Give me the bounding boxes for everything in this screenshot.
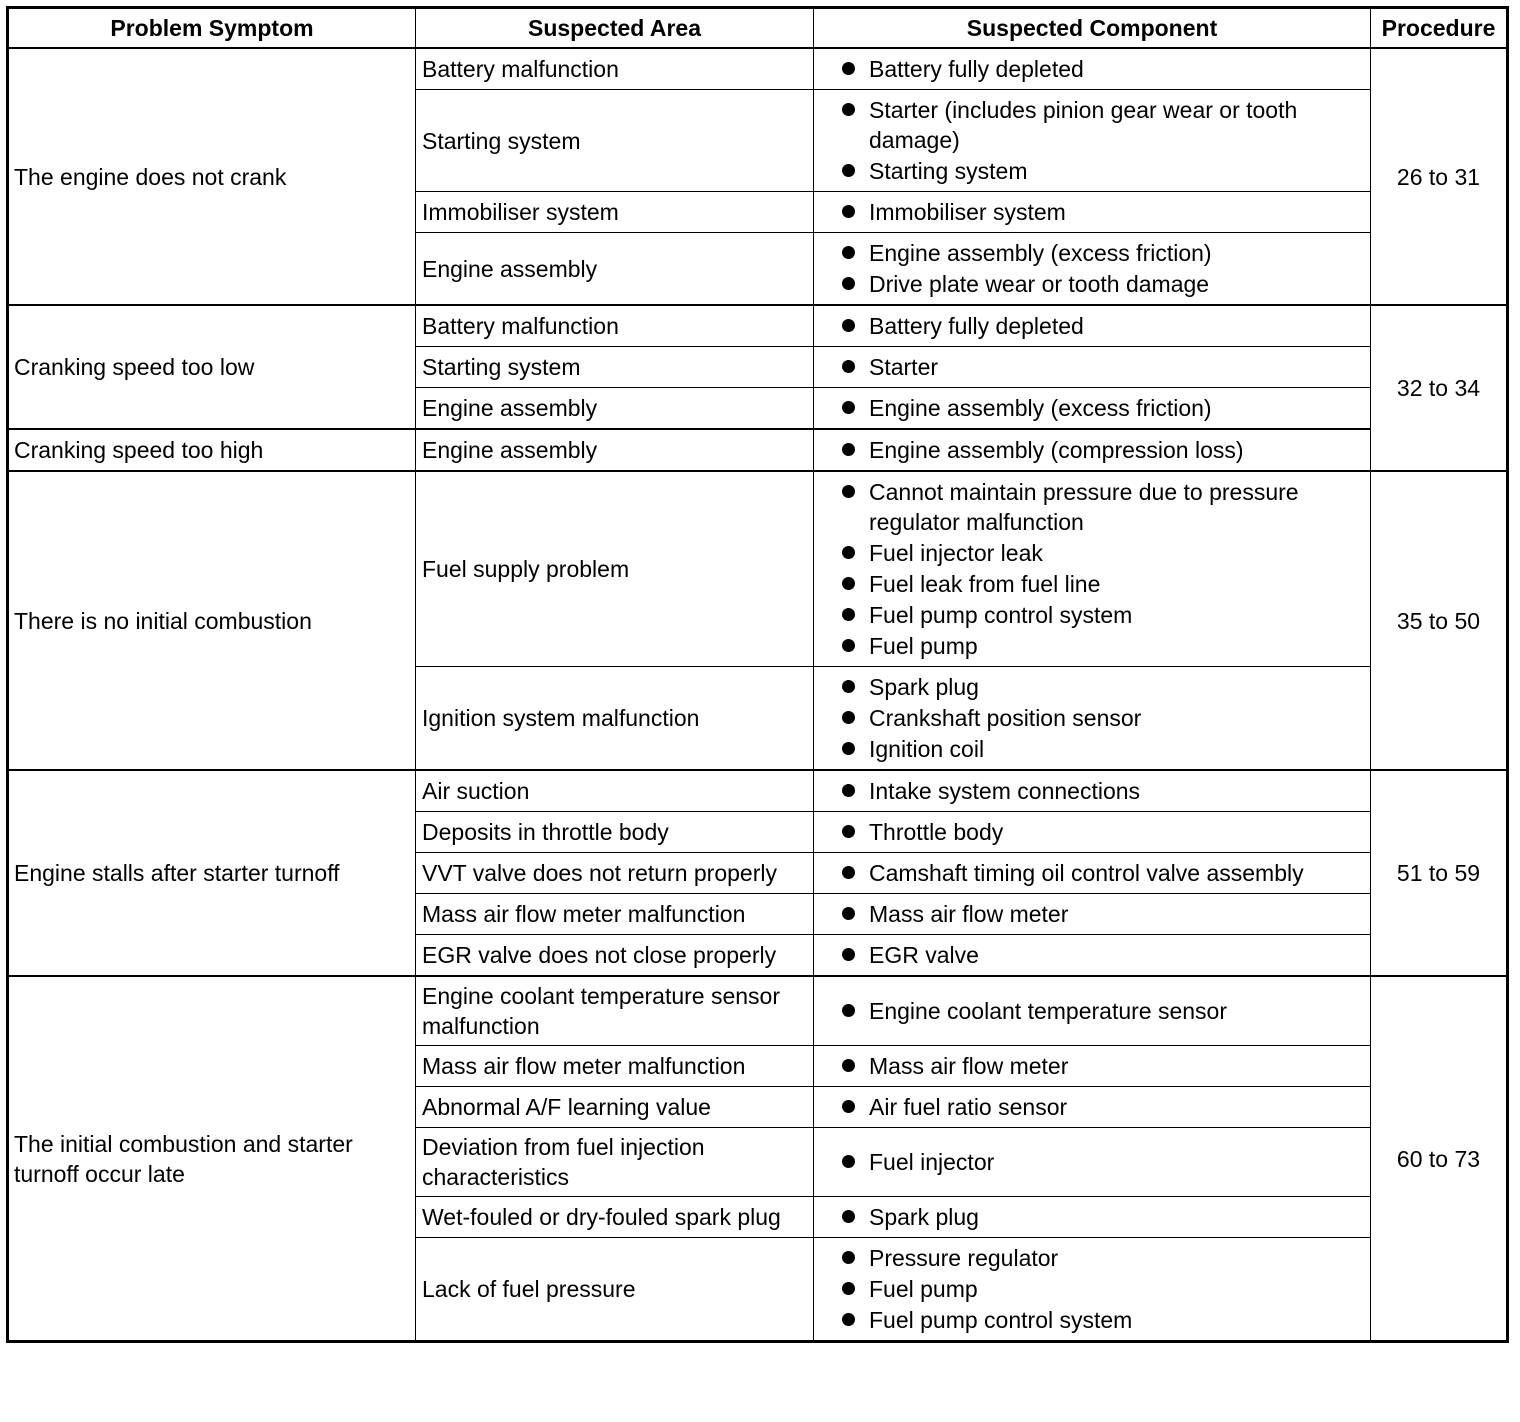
component-list (820, 1092, 1364, 1122)
symptom-cell: Cranking speed too high (8, 429, 416, 471)
component-cell (814, 305, 1371, 347)
procedure-cell: 35 to 50 (1371, 471, 1508, 770)
component-list (820, 352, 1364, 382)
procedure-cell: 26 to 31 (1371, 48, 1508, 305)
component-label: Battery fully depleted (869, 313, 1084, 339)
component-cell (814, 976, 1371, 1046)
component-label: Spark plug (869, 674, 979, 700)
bullet-icon (842, 639, 855, 652)
component-cell (814, 1238, 1371, 1342)
area-cell: Lack of fuel pressure (416, 1238, 814, 1342)
component-label: Fuel pump (869, 1276, 978, 1302)
component-cell (814, 1197, 1371, 1238)
bullet-icon (842, 1282, 855, 1295)
component-list (820, 311, 1364, 341)
component-item (820, 940, 1364, 970)
component-list (820, 1051, 1364, 1081)
area-cell: Battery malfunction (416, 305, 814, 347)
component-item (820, 393, 1364, 423)
component-list (820, 95, 1364, 186)
component-label: Battery fully depleted (869, 56, 1084, 82)
component-cell (814, 429, 1371, 471)
area-cell: Immobiliser system (416, 192, 814, 233)
component-label: Starter (includes pinion gear wear or tooth damage) (869, 97, 1298, 153)
table-body (8, 48, 1508, 1342)
symptom-cell: Engine stalls after starter turnoff (8, 770, 416, 976)
component-label: Crankshaft position sensor (869, 705, 1142, 731)
component-item (820, 858, 1364, 888)
component-label: Fuel injector (869, 1149, 995, 1175)
troubleshooting-table (6, 6, 1509, 1343)
component-item (820, 435, 1364, 465)
component-item (820, 600, 1364, 630)
bullet-icon (842, 577, 855, 590)
component-cell (814, 667, 1371, 771)
component-label: Starting system (869, 158, 1028, 184)
component-item (820, 352, 1364, 382)
component-label: Mass air flow meter (869, 1053, 1069, 1079)
bullet-icon (842, 319, 855, 332)
component-item (820, 269, 1364, 299)
component-label: Cannot maintain pressure due to pressure regulator malfunction (869, 479, 1299, 535)
bullet-icon (842, 608, 855, 621)
area-cell: Engine assembly (416, 233, 814, 306)
component-cell (814, 853, 1371, 894)
procedure-cell: 51 to 59 (1371, 770, 1508, 976)
component-cell (814, 1128, 1371, 1197)
component-item (820, 631, 1364, 661)
bullet-icon (842, 948, 855, 961)
component-cell (814, 894, 1371, 935)
bullet-icon (842, 742, 855, 755)
table-row (8, 429, 1508, 471)
bullet-icon (842, 1100, 855, 1113)
component-item (820, 734, 1364, 764)
component-label: Fuel injector leak (869, 540, 1043, 566)
component-list (820, 477, 1364, 661)
component-label: Spark plug (869, 1204, 979, 1230)
bullet-icon (842, 1004, 855, 1017)
component-label: Air fuel ratio sensor (869, 1094, 1068, 1120)
area-cell: Air suction (416, 770, 814, 812)
area-cell: Mass air flow meter malfunction (416, 894, 814, 935)
header-symptom: Problem Symptom (8, 8, 416, 49)
component-label: Pressure regulator (869, 1245, 1059, 1271)
component-item (820, 95, 1364, 155)
component-item (820, 1051, 1364, 1081)
component-label: Fuel leak from fuel line (869, 571, 1101, 597)
area-cell: Engine assembly (416, 388, 814, 430)
bullet-icon (842, 1251, 855, 1264)
table-row (8, 48, 1508, 90)
bullet-icon (842, 1155, 855, 1168)
component-item (820, 776, 1364, 806)
component-list (820, 197, 1364, 227)
bullet-icon (842, 277, 855, 290)
component-label: Ignition coil (869, 736, 985, 762)
component-cell (814, 90, 1371, 192)
bullet-icon (842, 103, 855, 116)
area-cell: VVT valve does not return properly (416, 853, 814, 894)
header-area: Suspected Area (416, 8, 814, 49)
procedure-cell: 32 to 34 (1371, 305, 1508, 471)
component-label: Fuel pump (869, 633, 978, 659)
component-cell (814, 812, 1371, 853)
component-list (820, 776, 1364, 806)
bullet-icon (842, 784, 855, 797)
bullet-icon (842, 546, 855, 559)
component-item (820, 1147, 1364, 1177)
component-label: Mass air flow meter (869, 901, 1069, 927)
component-item (820, 538, 1364, 568)
component-cell (814, 388, 1371, 430)
area-cell: Starting system (416, 347, 814, 388)
table-row (8, 305, 1508, 347)
bullet-icon (842, 866, 855, 879)
symptom-cell: Cranking speed too low (8, 305, 416, 429)
component-cell (814, 347, 1371, 388)
bullet-icon (842, 246, 855, 259)
component-list (820, 858, 1364, 888)
component-cell (814, 471, 1371, 667)
symptom-cell: The initial combustion and starter turnoff occur late (8, 976, 416, 1342)
area-cell: Wet-fouled or dry-fouled spark plug (416, 1197, 814, 1238)
bullet-icon (842, 680, 855, 693)
component-list (820, 899, 1364, 929)
component-list (820, 54, 1364, 84)
area-cell: Mass air flow meter malfunction (416, 1046, 814, 1087)
area-cell: Starting system (416, 90, 814, 192)
area-cell: Engine assembly (416, 429, 814, 471)
component-item (820, 197, 1364, 227)
symptom-cell: The engine does not crank (8, 48, 416, 305)
component-item (820, 54, 1364, 84)
bullet-icon (842, 1313, 855, 1326)
component-cell (814, 770, 1371, 812)
symptom-cell: There is no initial combustion (8, 471, 416, 770)
bullet-icon (842, 1059, 855, 1072)
component-label: Starter (869, 354, 939, 380)
header-component: Suspected Component (814, 8, 1371, 49)
component-item (820, 311, 1364, 341)
component-cell (814, 1046, 1371, 1087)
component-item (820, 1274, 1364, 1304)
bullet-icon (842, 62, 855, 75)
component-item (820, 1305, 1364, 1335)
bullet-icon (842, 825, 855, 838)
table-row (8, 976, 1508, 1046)
table-row (8, 770, 1508, 812)
component-label: EGR valve (869, 942, 979, 968)
bullet-icon (842, 360, 855, 373)
component-list (820, 1147, 1364, 1177)
component-cell (814, 233, 1371, 306)
bullet-icon (842, 443, 855, 456)
area-cell: Deposits in throttle body (416, 812, 814, 853)
area-cell: Abnormal A/F learning value (416, 1087, 814, 1128)
component-item (820, 672, 1364, 702)
component-list (820, 1243, 1364, 1335)
component-label: Fuel pump control system (869, 602, 1133, 628)
bullet-icon (842, 164, 855, 177)
component-list (820, 435, 1364, 465)
component-list (820, 672, 1364, 764)
component-item (820, 477, 1364, 537)
area-cell: Fuel supply problem (416, 471, 814, 667)
component-item (820, 238, 1364, 268)
bullet-icon (842, 485, 855, 498)
bullet-icon (842, 205, 855, 218)
component-list (820, 393, 1364, 423)
component-label: Camshaft timing oil control valve assembly (869, 860, 1304, 886)
component-list (820, 238, 1364, 299)
area-cell: Engine coolant temperature sensor malfunction (416, 976, 814, 1046)
component-list (820, 996, 1364, 1026)
component-label: Immobiliser system (869, 199, 1066, 225)
component-item (820, 817, 1364, 847)
header-procedure: Procedure (1371, 8, 1508, 49)
component-cell (814, 935, 1371, 977)
component-item (820, 569, 1364, 599)
component-label: Engine assembly (excess friction) (869, 240, 1212, 266)
component-item (820, 1202, 1364, 1232)
component-cell (814, 192, 1371, 233)
component-list (820, 817, 1364, 847)
component-item (820, 899, 1364, 929)
component-item (820, 996, 1364, 1026)
component-list (820, 1202, 1364, 1232)
procedure-cell: 60 to 73 (1371, 976, 1508, 1342)
bullet-icon (842, 1210, 855, 1223)
component-label: Engine coolant temperature sensor (869, 998, 1227, 1024)
component-label: Intake system connections (869, 778, 1141, 804)
bullet-icon (842, 401, 855, 414)
component-item (820, 156, 1364, 186)
component-item (820, 1243, 1364, 1273)
component-label: Drive plate wear or tooth damage (869, 271, 1210, 297)
bullet-icon (842, 907, 855, 920)
component-label: Engine assembly (excess friction) (869, 395, 1212, 421)
component-item (820, 703, 1364, 733)
area-cell: Deviation from fuel injection characteristics (416, 1128, 814, 1197)
table-row (8, 471, 1508, 667)
header-row (8, 8, 1508, 49)
component-cell (814, 48, 1371, 90)
component-label: Engine assembly (compression loss) (869, 437, 1244, 463)
component-item (820, 1092, 1364, 1122)
area-cell: Ignition system malfunction (416, 667, 814, 771)
component-cell (814, 1087, 1371, 1128)
bullet-icon (842, 711, 855, 724)
area-cell: Battery malfunction (416, 48, 814, 90)
area-cell: EGR valve does not close properly (416, 935, 814, 977)
component-list (820, 940, 1364, 970)
component-label: Fuel pump control system (869, 1307, 1133, 1333)
component-label: Throttle body (869, 819, 1004, 845)
